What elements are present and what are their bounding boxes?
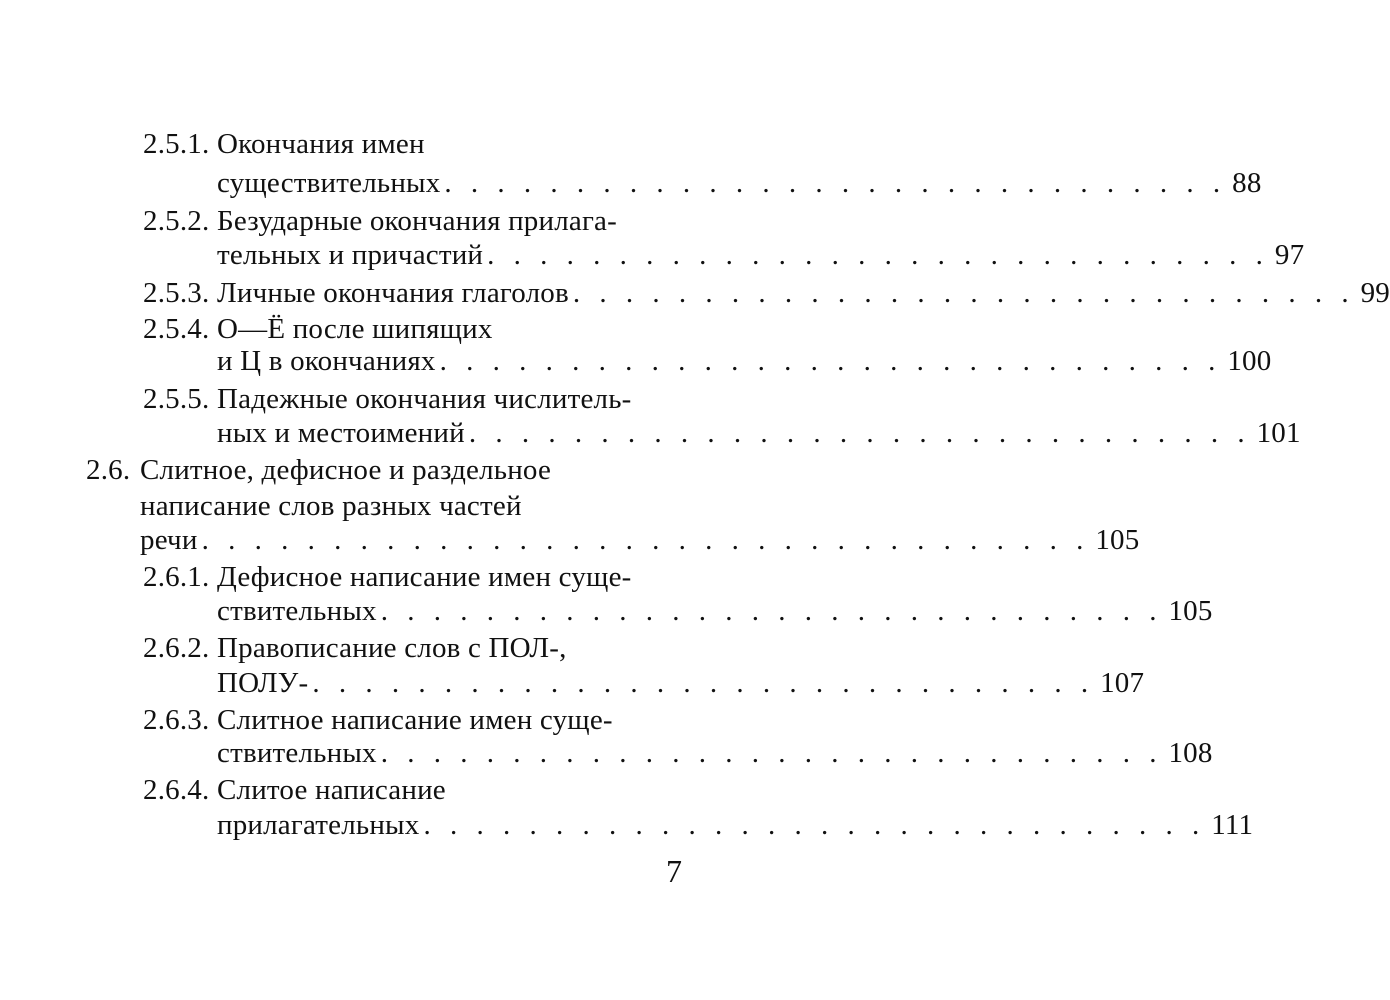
entry-text: речи	[140, 524, 198, 556]
entry-number: 2.6.2.	[143, 632, 210, 664]
entry-text: Слитое написание	[217, 774, 446, 806]
page-number: 7	[666, 853, 682, 889]
entry-text: Падежные окончания числитель-	[217, 383, 632, 415]
entry-text: Слитное, дефисное и раздельное	[140, 454, 552, 486]
entry-number: 2.6.	[86, 454, 131, 486]
entry-page: 108	[1168, 737, 1213, 769]
entry-number: 2.6.3.	[143, 704, 210, 736]
entry-text: Слитное написание имен суще-	[217, 704, 613, 736]
leader-dots: . . . . . . . . . . . . . . . . . . . . . . . . . . . . . .	[487, 239, 1269, 271]
entry-page: 99	[1360, 277, 1390, 309]
entry-number: 2.5.3.	[143, 277, 210, 309]
entry-number: 2.5.4.	[143, 313, 210, 345]
entry-text: существительных	[217, 167, 441, 199]
leader-dots: . . . . . . . . . . . . . . . . . . . . . . . . . . . . . .	[380, 737, 1163, 769]
leader-dots: . . . . . . . . . . . . . . . . . . . . . . . . . . . . . .	[439, 345, 1222, 377]
entry-text: ПОЛУ-	[217, 667, 309, 699]
entry-text: О—Ё после шипящих	[217, 313, 493, 345]
entry-text: Дефисное написание имен суще-	[217, 561, 632, 593]
entry-number: 2.5.5.	[143, 383, 210, 415]
entry-text: ствительных	[217, 595, 377, 627]
entry-text: Личные окончания глаголов	[217, 277, 569, 309]
entry-text: ных и местоимений	[217, 417, 465, 449]
entry-page: 101	[1256, 417, 1301, 449]
entry-number: 2.5.2.	[143, 205, 210, 237]
entry-page: 105	[1168, 595, 1213, 627]
entry-text: Окончания имен	[217, 128, 425, 160]
entry-text: и Ц в окончаниях	[217, 345, 436, 377]
leader-dots: . . . . . . . . . . . . . . . . . . . . . . . . . . . . . .	[444, 167, 1227, 199]
leader-dots: . . . . . . . . . . . . . . . . . . . . . . . . . . . . . .	[572, 277, 1355, 309]
entry-text: прилагательных	[217, 809, 420, 841]
entry-page: 100	[1227, 345, 1272, 377]
entry-number: 2.6.1.	[143, 561, 210, 593]
entry-page: 111	[1211, 809, 1254, 841]
entry-page: 88	[1232, 167, 1262, 199]
entry-text: тельных и причастий	[217, 239, 484, 271]
entry-number: 2.6.4.	[143, 774, 210, 806]
leader-dots: . . . . . . . . . . . . . . . . . . . . . . . . . . . . . .	[380, 595, 1163, 627]
entry-page: 107	[1100, 667, 1145, 699]
entry-page: 105	[1095, 524, 1140, 556]
entry-text: ствительных	[217, 737, 377, 769]
entry-page: 97	[1274, 239, 1305, 271]
leader-dots: . . . . . . . . . . . . . . . . . . . . . . . . . . . . . .	[312, 667, 1095, 699]
leader-dots: . . . . . . . . . . . . . . . . . . . . . . . . . . . . . .	[468, 417, 1251, 449]
entry-number: 2.5.1.	[143, 128, 210, 160]
entry-text: Правописание слов с ПОЛ-,	[217, 632, 567, 664]
entry-text: написание слов разных частей	[140, 490, 522, 522]
leader-dots: . . . . . . . . . . . . . . . . . . . . . . . . . . . . . . . . . .	[201, 524, 1090, 556]
entry-text: Безударные окончания прилага-	[217, 205, 617, 237]
leader-dots: . . . . . . . . . . . . . . . . . . . . . . . . . . . . . .	[423, 809, 1206, 841]
